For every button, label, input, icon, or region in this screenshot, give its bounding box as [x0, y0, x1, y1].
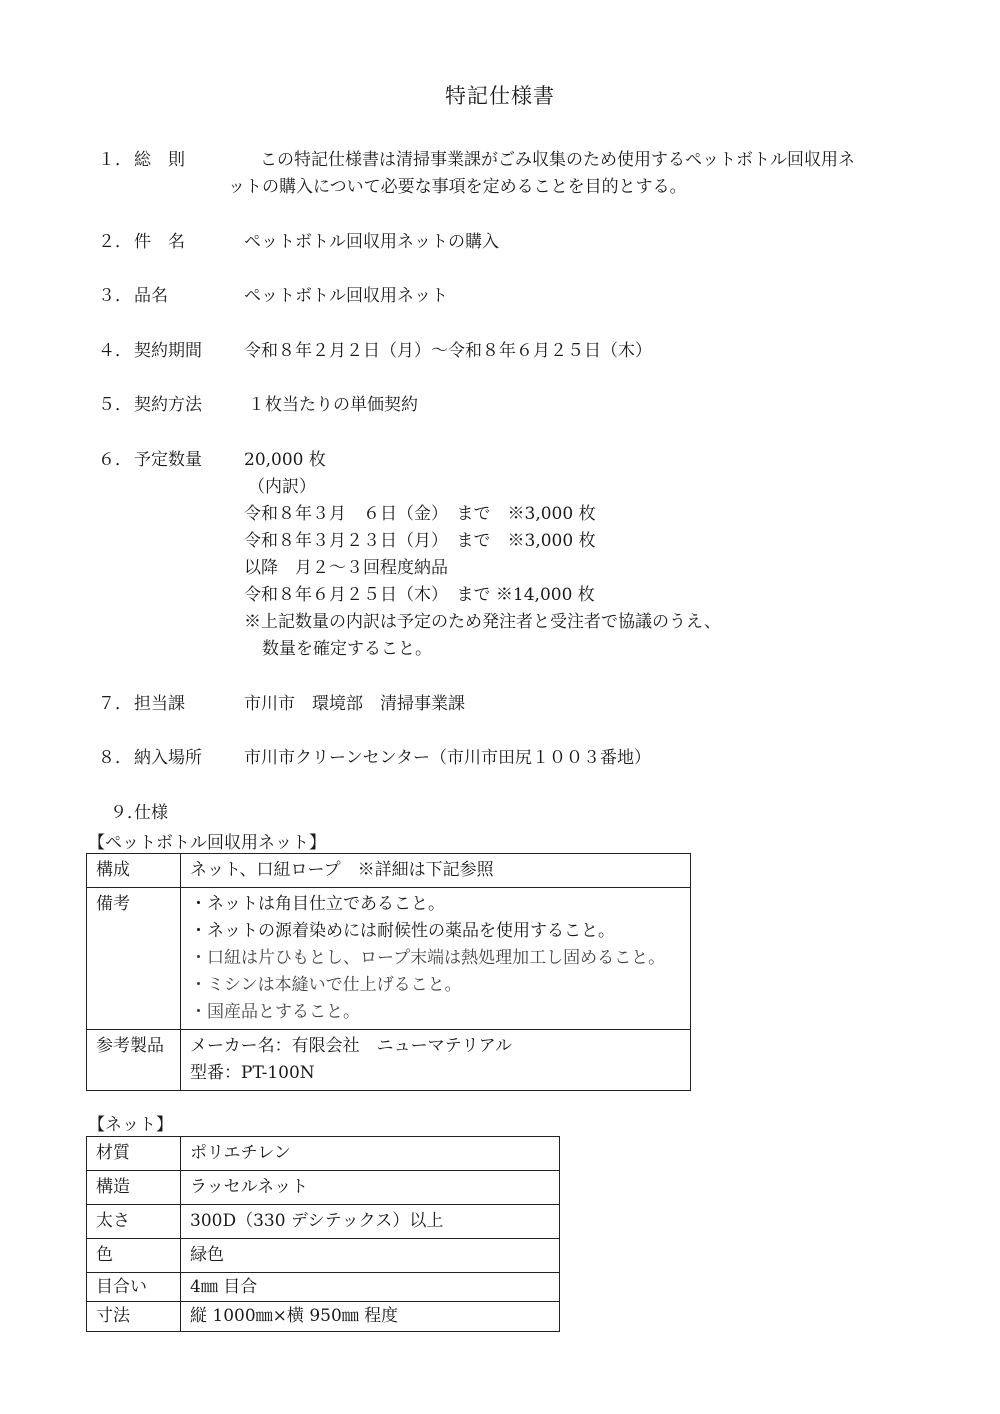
breakdown-note: 数量を確定すること。	[262, 639, 432, 659]
net-spec-table	[86, 1136, 560, 1332]
table-row	[87, 888, 691, 1030]
row-value-line: ・口紐は片ひもとし、ロープ末端は熱処理加工し固めること。	[190, 948, 666, 968]
section-number: ２．	[98, 232, 132, 252]
row-value: 緑色	[181, 1239, 560, 1273]
row-label: 材質	[87, 1137, 181, 1171]
section-label: 件 名	[134, 232, 185, 252]
row-value: ポリエチレン	[181, 1137, 560, 1171]
section-general	[0, 147, 1000, 207]
table-title: 【ペットボトル回収用ネット】	[88, 833, 326, 853]
row-value-line: ・ネットの源着染めには耐候性の薬品を使用すること。	[190, 921, 615, 941]
section-value: 20,000 枚	[244, 450, 326, 470]
breakdown-line: 令和８年３月 ６日（金） まで ※3,000 枚	[244, 504, 596, 524]
section-number: ４．	[98, 341, 132, 361]
row-value	[181, 854, 691, 888]
section-value: ペットボトル回収用ネット	[244, 286, 448, 306]
section-label: 総 則	[134, 150, 185, 170]
section-number: ９．	[110, 803, 144, 823]
section-label: 担当課	[134, 694, 185, 714]
table-row	[87, 1137, 560, 1171]
table-row	[87, 1302, 560, 1332]
table-row	[87, 854, 691, 888]
section-label: 納入場所	[134, 748, 202, 768]
row-value	[181, 888, 691, 1030]
table-row	[87, 1239, 560, 1273]
section-planned-quantity	[0, 447, 1000, 667]
section-label: 仕様	[134, 803, 168, 823]
table-row	[87, 1171, 560, 1205]
section-label: 品名	[134, 286, 168, 306]
section-value: ペットボトル回収用ネットの購入	[244, 232, 499, 252]
section-number: １．	[98, 150, 132, 170]
row-value: ラッセルネット	[181, 1171, 560, 1205]
row-label: 備考	[87, 888, 181, 1030]
breakdown-line: 令和８年６月２５日（木） まで ※14,000 枚	[244, 585, 595, 605]
bottle-net-spec-table	[86, 853, 691, 1091]
row-label: 構成	[87, 854, 181, 888]
row-label: 参考製品	[87, 1030, 181, 1091]
row-value	[181, 1030, 691, 1091]
section-value: １枚当たりの単価契約	[248, 395, 418, 415]
row-value-line: ・ネットは角目仕立であること。	[190, 894, 445, 914]
section-number: ５．	[98, 395, 132, 415]
row-value-line: 型番：PT-100N	[190, 1063, 315, 1083]
section-label: 契約期間	[134, 341, 202, 361]
table-row	[87, 1030, 691, 1091]
table-row	[87, 1205, 560, 1239]
row-value: 300D（330 デシテックス）以上	[181, 1205, 560, 1239]
page-title: 特記仕様書	[445, 84, 555, 108]
section-text-line: この特記仕様書は清掃事業課がごみ収集のため使用するペットボトル回収用ネ	[260, 150, 855, 170]
table-row	[87, 1273, 560, 1302]
breakdown-note: ※上記数量の内訳は予定のため発注者と受注者で協議のうえ、	[244, 612, 722, 632]
section-value: 令和８年２月２日（月）～令和８年６月２５日（木）	[244, 341, 652, 361]
row-label: 目合い	[87, 1273, 181, 1302]
table-title: 【ネット】	[88, 1115, 173, 1135]
breakdown-heading: （内訳）	[248, 477, 316, 497]
row-label: 寸法	[87, 1302, 181, 1332]
section-number: ７．	[98, 694, 132, 714]
row-value: 縦 1000㎜×横 950㎜ 程度	[181, 1302, 560, 1332]
row-value-line: ・国産品とすること。	[190, 1002, 360, 1022]
section-number: ６．	[98, 450, 132, 470]
section-number: ３．	[98, 286, 132, 306]
row-label: 太さ	[87, 1205, 181, 1239]
row-value-line: メーカー名：有限会社 ニューマテリアル	[190, 1036, 512, 1056]
breakdown-line: 以降 月２～３回程度納品	[244, 558, 448, 578]
breakdown-line: 令和８年３月２３日（月） まで ※3,000 枚	[244, 531, 596, 551]
section-value: 市川市クリーンセンター（市川市田尻１００３番地）	[244, 748, 651, 768]
section-text-line: ットの購入について必要な事項を定めることを目的とする。	[228, 177, 687, 197]
row-label: 構造	[87, 1171, 181, 1205]
section-number: ８．	[98, 748, 132, 768]
row-value-line: ・ミシンは本縫いで仕上げること。	[190, 975, 462, 995]
row-label: 色	[87, 1239, 181, 1273]
row-value-line: ネット、口紐ロープ ※詳細は下記参照	[190, 860, 494, 880]
section-label: 予定数量	[134, 450, 202, 470]
row-value: 4㎜ 目合	[181, 1273, 560, 1302]
section-label: 契約方法	[134, 395, 202, 415]
section-value: 市川市 環境部 清掃事業課	[244, 694, 465, 714]
